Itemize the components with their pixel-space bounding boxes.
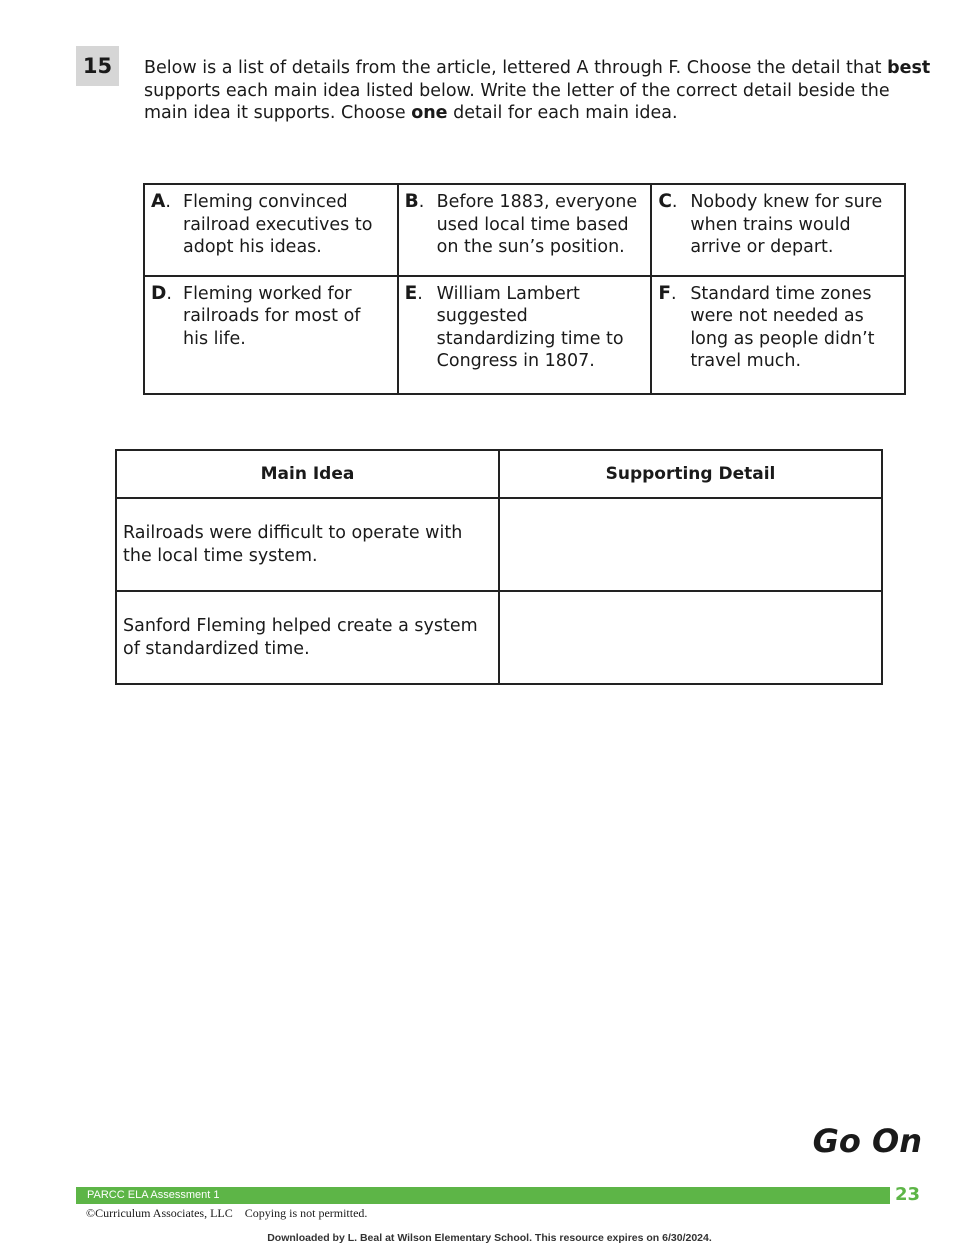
detail-letter: F — [658, 282, 671, 304]
detail-letter: E — [404, 282, 418, 304]
prompt-bold-one: one — [411, 103, 448, 123]
footer-bar — [76, 1187, 890, 1204]
supporting-detail-answer-2[interactable] — [499, 591, 882, 684]
main-idea-1: Railroads were difficult to operate with the local time system. — [116, 498, 499, 591]
copyright-text: ©Curriculum Associates, LLC Copying is not permitted. — [86, 1206, 368, 1220]
supporting-detail-answer-1[interactable] — [499, 498, 882, 591]
header-main-idea: Main Idea — [116, 450, 499, 498]
detail-c: C. Nobody knew for sure when trains would arrive or depart. — [651, 184, 905, 276]
main-idea-2: Sanford Fleming helped create a system of standardized time. — [116, 591, 499, 684]
detail-text: Fleming convinced railroad executives to adopt his ideas. — [183, 192, 373, 257]
detail-a: A. Fleming convinced railroad executives to adopt his ideas. — [144, 184, 398, 276]
detail-b: B. Before 1883, everyone used local time based on the sun’s position. — [398, 184, 652, 276]
detail-letter: D — [151, 282, 167, 304]
header-supporting-detail: Supporting Detail — [499, 450, 882, 498]
prompt-bold-best: best — [887, 58, 931, 78]
question-number: 15 — [76, 46, 119, 86]
detail-text: Fleming worked for railroads for most of his life. — [183, 283, 361, 349]
main-idea-table — [115, 449, 883, 685]
prompt-text-2: supports each main idea listed below. Write the letter of the correct detail beside the main idea it supports. Choose — [144, 80, 890, 123]
download-note: Downloaded by L. Beal at Wilson Elementary School. This resource expires on 6/30/2024. — [267, 1232, 712, 1244]
detail-text: William Lambert suggested standardizing time to Congress in 1807. — [436, 283, 624, 371]
prompt-text-3: detail for each main idea. — [447, 103, 678, 123]
detail-letter: C — [658, 191, 672, 212]
page-number: 23 — [895, 1184, 921, 1205]
detail-text: Nobody knew for sure when trains would arrive or depart. — [690, 192, 883, 257]
go-on-label: Go On — [812, 1122, 922, 1160]
question-prompt — [144, 57, 934, 125]
detail-text: Before 1883, everyone used local time based on the sun’s position. — [436, 192, 638, 257]
prompt-text-1: Below is a list of details from the article, lettered A through F. Choose the detail that — [144, 58, 888, 78]
detail-f: F. Standard time zones were not needed as long as people didn’t travel much. — [651, 276, 905, 394]
detail-text: Standard time zones were not needed as long as people didn’t travel much. — [690, 283, 875, 371]
assessment-label: PARCC ELA Assessment 1 — [87, 1189, 220, 1201]
detail-letter: B — [404, 191, 419, 212]
detail-e: E. William Lambert suggested standardizing time to Congress in 1807. — [398, 276, 652, 394]
detail-letter: A — [151, 191, 166, 212]
details-table — [143, 183, 906, 395]
detail-d: D. Fleming worked for railroads for most of his life. — [144, 276, 398, 394]
